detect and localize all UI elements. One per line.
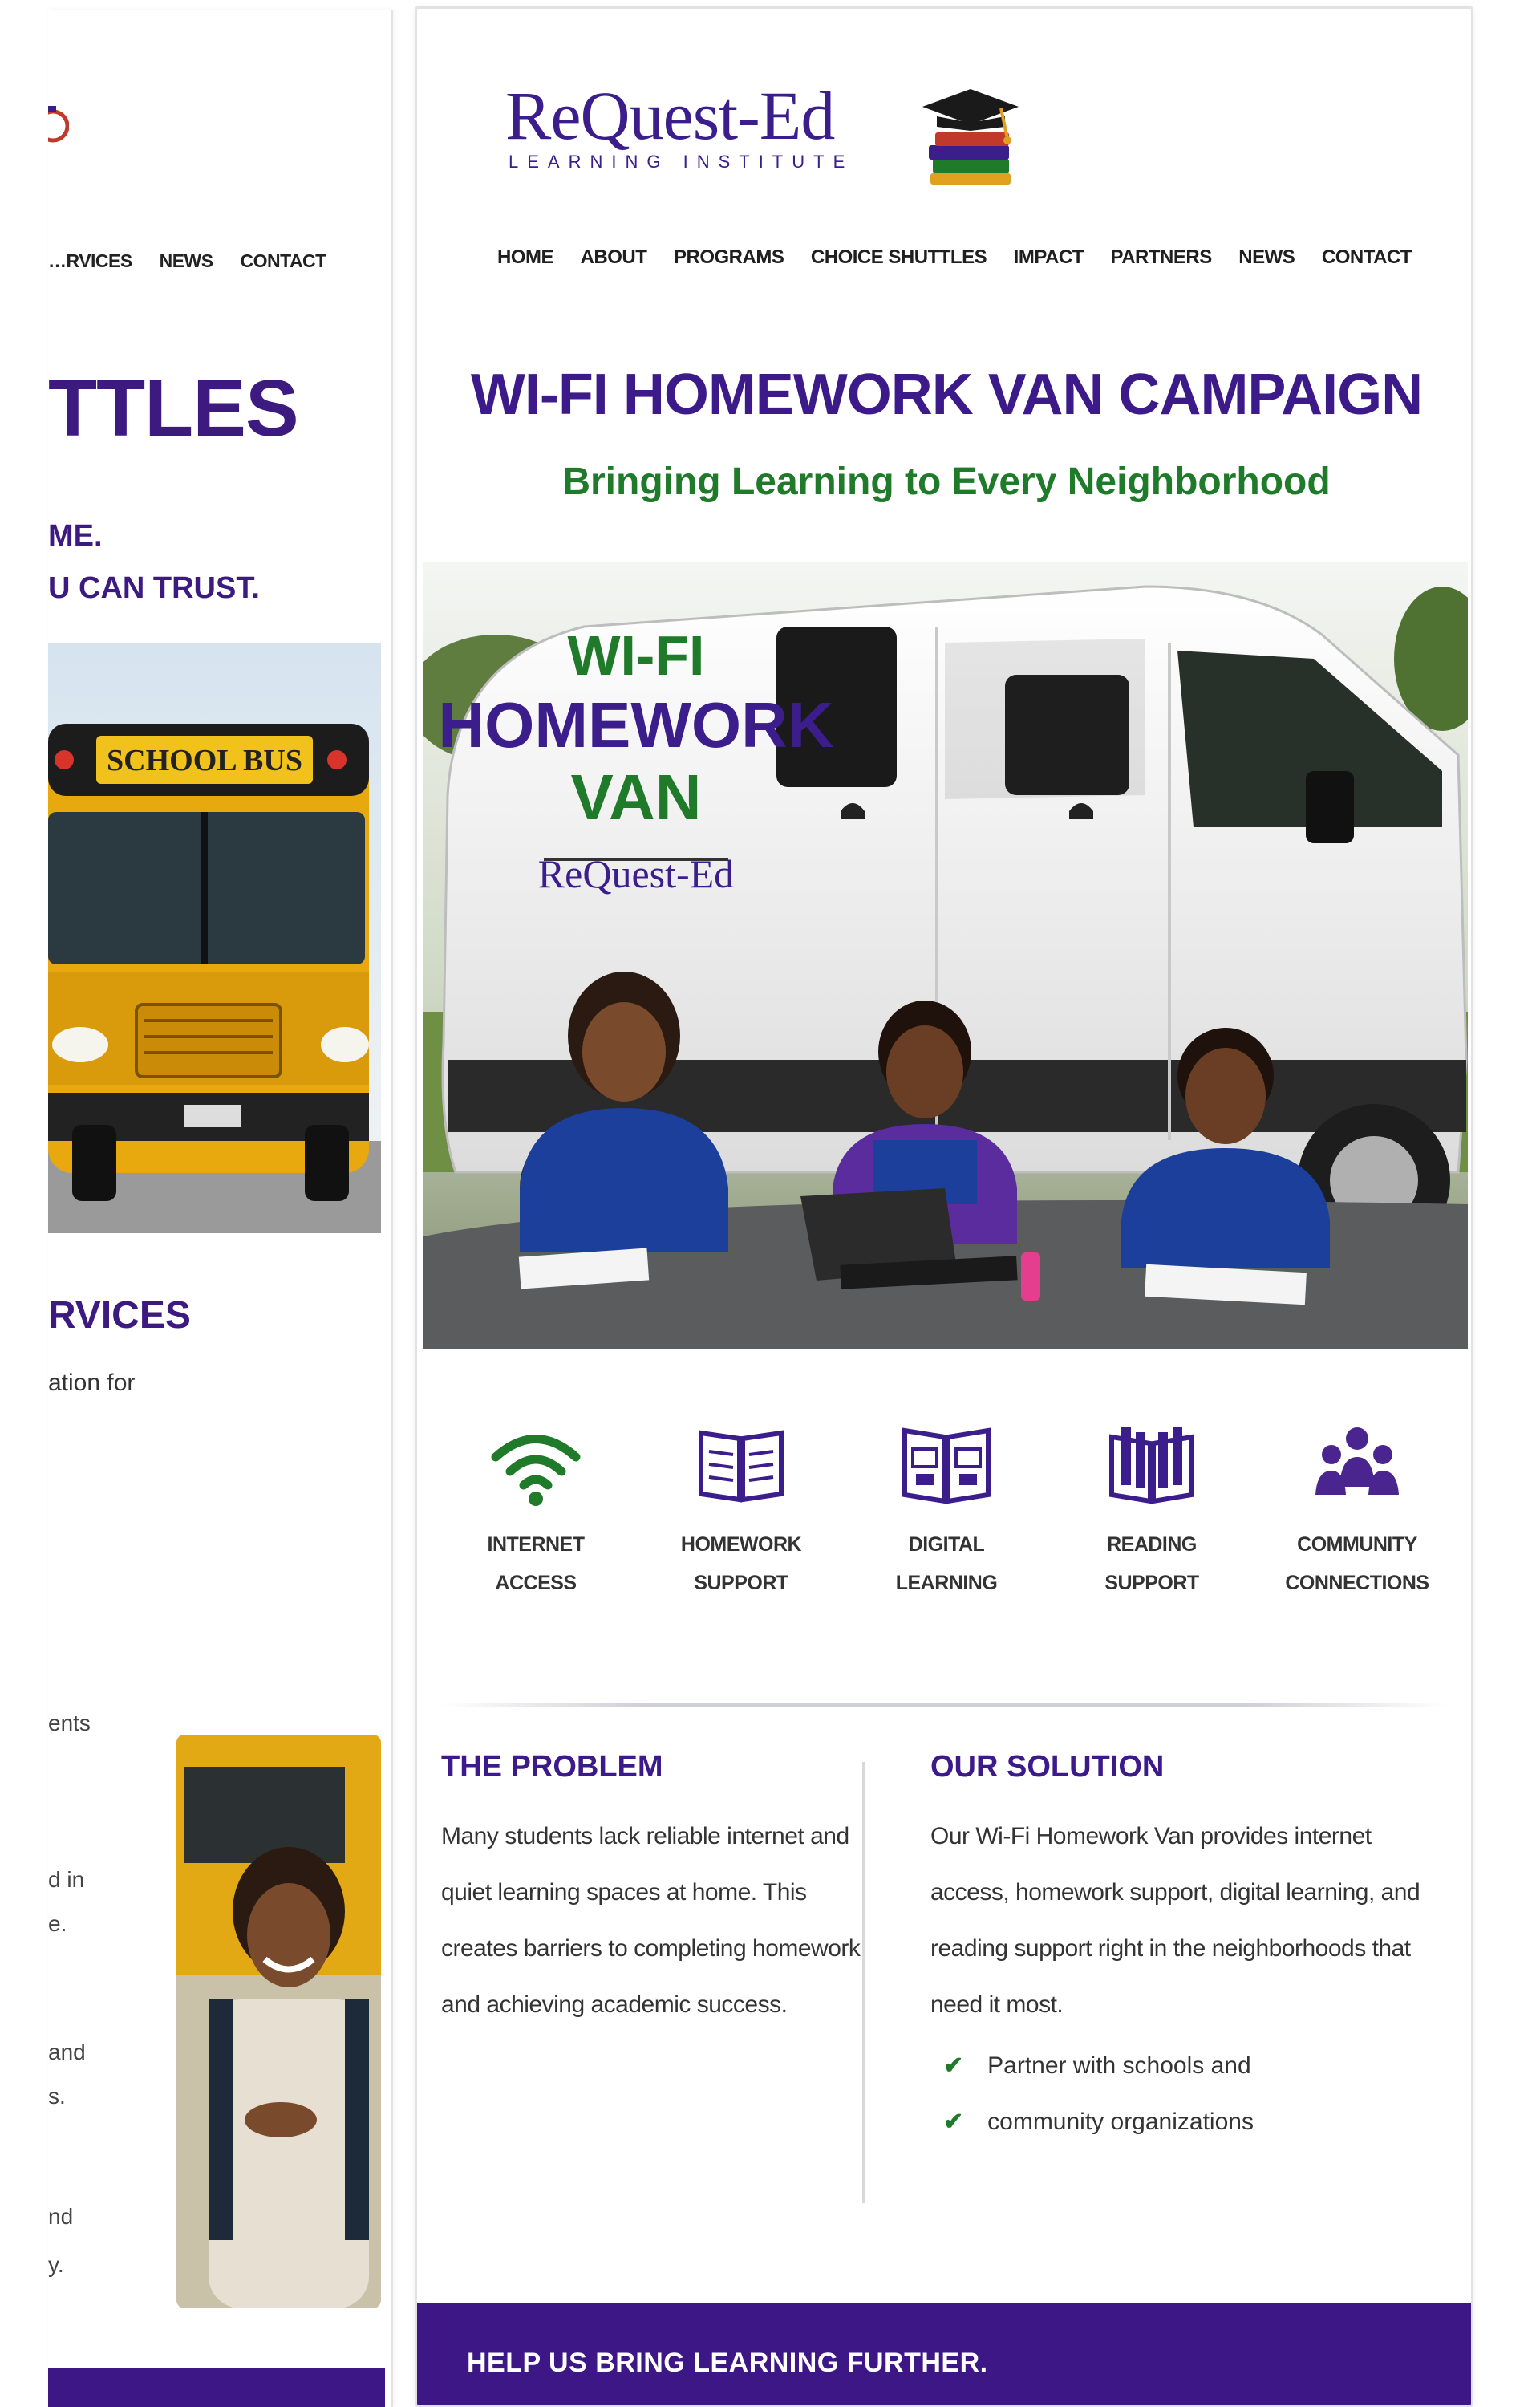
van-text-van: VAN bbox=[570, 761, 702, 833]
feature-homework-support bbox=[653, 1421, 829, 1602]
left-page-preview bbox=[48, 10, 393, 2407]
feature-label: COMMUNITY CONNECTIONS bbox=[1285, 1533, 1429, 1594]
left-text-fragment: d in bbox=[48, 1867, 85, 1892]
main-nav bbox=[497, 246, 1412, 269]
digital-book-icon bbox=[898, 1421, 995, 1509]
problem-text: Many students lack reliable internet and quiet learning spaces at home. This creates barriers to completing homework and achieving academic success. bbox=[441, 1823, 861, 2018]
homework-van-hero-image bbox=[424, 562, 1468, 1349]
feature-label: HOMEWORK SUPPORT bbox=[680, 1533, 802, 1594]
left-text-fragment: and bbox=[48, 2040, 86, 2064]
school-bus-image bbox=[48, 643, 381, 1233]
left-nav-item[interactable]: …RVICES bbox=[48, 250, 132, 271]
problem-heading: THE PROBLEM bbox=[441, 1750, 663, 1784]
left-tagline: U CAN TRUST. bbox=[48, 571, 260, 605]
logo-subtitle: LEARNING INSTITUTE bbox=[509, 152, 854, 172]
van-text-brand: ReQuest-Ed bbox=[537, 851, 735, 896]
nav-choice-shuttles[interactable]: CHOICE SHUTTLES bbox=[810, 246, 987, 268]
left-text-fragment: e. bbox=[48, 1911, 67, 1936]
people-icon bbox=[1309, 1421, 1405, 1509]
nav-news[interactable]: NEWS bbox=[1238, 246, 1295, 268]
checklist-item bbox=[943, 2094, 1444, 2150]
section-divider bbox=[441, 1703, 1448, 1707]
checklist-item-text: Partner with schools and bbox=[987, 2052, 1251, 2079]
feature-internet-access bbox=[448, 1421, 624, 1602]
page-title: WI-FI HOMEWORK VAN CAMPAIGN bbox=[470, 363, 1423, 427]
solution-text: Our Wi-Fi Homework Van provides internet access, homework support, digital learning, and reading support right in the neighborhoods that need it most. bbox=[930, 1823, 1420, 2018]
feature-digital-learning bbox=[858, 1421, 1035, 1602]
left-text-fragment: nd bbox=[48, 2204, 74, 2229]
left-nav-item[interactable]: CONTACT bbox=[240, 250, 326, 271]
nav-contact[interactable]: CONTACT bbox=[1321, 246, 1412, 268]
left-text-fragment: ents bbox=[48, 1711, 91, 1735]
graduation-cap-books-icon bbox=[921, 83, 1021, 191]
campaign-page bbox=[415, 6, 1473, 2407]
checkmark-icon: ✔ bbox=[943, 2052, 964, 2079]
logo-fragment-icon bbox=[48, 98, 69, 154]
left-tagline: ME. bbox=[48, 519, 103, 553]
left-text-fragment: y. bbox=[48, 2252, 64, 2277]
feature-community-connections bbox=[1269, 1421, 1445, 1602]
site-logo[interactable] bbox=[505, 77, 854, 173]
solution-section bbox=[930, 1750, 1444, 2150]
checklist-item bbox=[943, 2038, 1444, 2094]
van-text-wifi: WI-FI bbox=[567, 624, 705, 687]
van-text-homework: HOMEWORK bbox=[438, 689, 834, 761]
feature-reading-support bbox=[1064, 1421, 1240, 1602]
nav-about[interactable]: ABOUT bbox=[580, 246, 647, 268]
left-services-text: ation for bbox=[48, 1370, 136, 1396]
left-nav-item[interactable]: NEWS bbox=[159, 250, 213, 271]
left-services-heading: RVICES bbox=[48, 1294, 191, 1337]
problem-section bbox=[441, 1750, 874, 2033]
column-divider bbox=[862, 1762, 865, 2203]
nav-partners[interactable]: PARTNERS bbox=[1110, 246, 1212, 268]
left-footer-bar bbox=[48, 2368, 385, 2407]
feature-list bbox=[433, 1421, 1460, 1602]
solution-heading: OUR SOLUTION bbox=[930, 1750, 1165, 1784]
open-book-icon bbox=[693, 1421, 789, 1509]
left-text-fragment: s. bbox=[48, 2084, 66, 2109]
left-hero-title: TTLES bbox=[48, 363, 298, 453]
feature-label: READING SUPPORT bbox=[1104, 1533, 1199, 1594]
wifi-icon bbox=[488, 1421, 584, 1509]
cta-text: HELP US BRING LEARNING FURTHER. bbox=[467, 2348, 988, 2378]
feature-label: DIGITAL LEARNING bbox=[895, 1533, 998, 1594]
nav-home[interactable]: HOME bbox=[497, 246, 553, 268]
page-subtitle: Bringing Learning to Every Neighborhood bbox=[562, 461, 1331, 503]
bus-sign-text: SCHOOL BUS bbox=[107, 744, 302, 777]
solution-checklist bbox=[930, 2038, 1444, 2150]
feature-label: INTERNET ACCESS bbox=[487, 1533, 585, 1594]
logo-name: ReQuest-Ed bbox=[505, 77, 835, 154]
cta-banner[interactable] bbox=[417, 2303, 1473, 2407]
nav-programs[interactable]: PROGRAMS bbox=[673, 246, 784, 268]
nav-impact[interactable]: IMPACT bbox=[1013, 246, 1084, 268]
books-icon bbox=[1104, 1421, 1200, 1509]
student-photo bbox=[176, 1735, 381, 2308]
checkmark-icon: ✔ bbox=[943, 2109, 964, 2135]
left-nav bbox=[48, 250, 349, 272]
checklist-item-text: community organizations bbox=[987, 2109, 1254, 2135]
